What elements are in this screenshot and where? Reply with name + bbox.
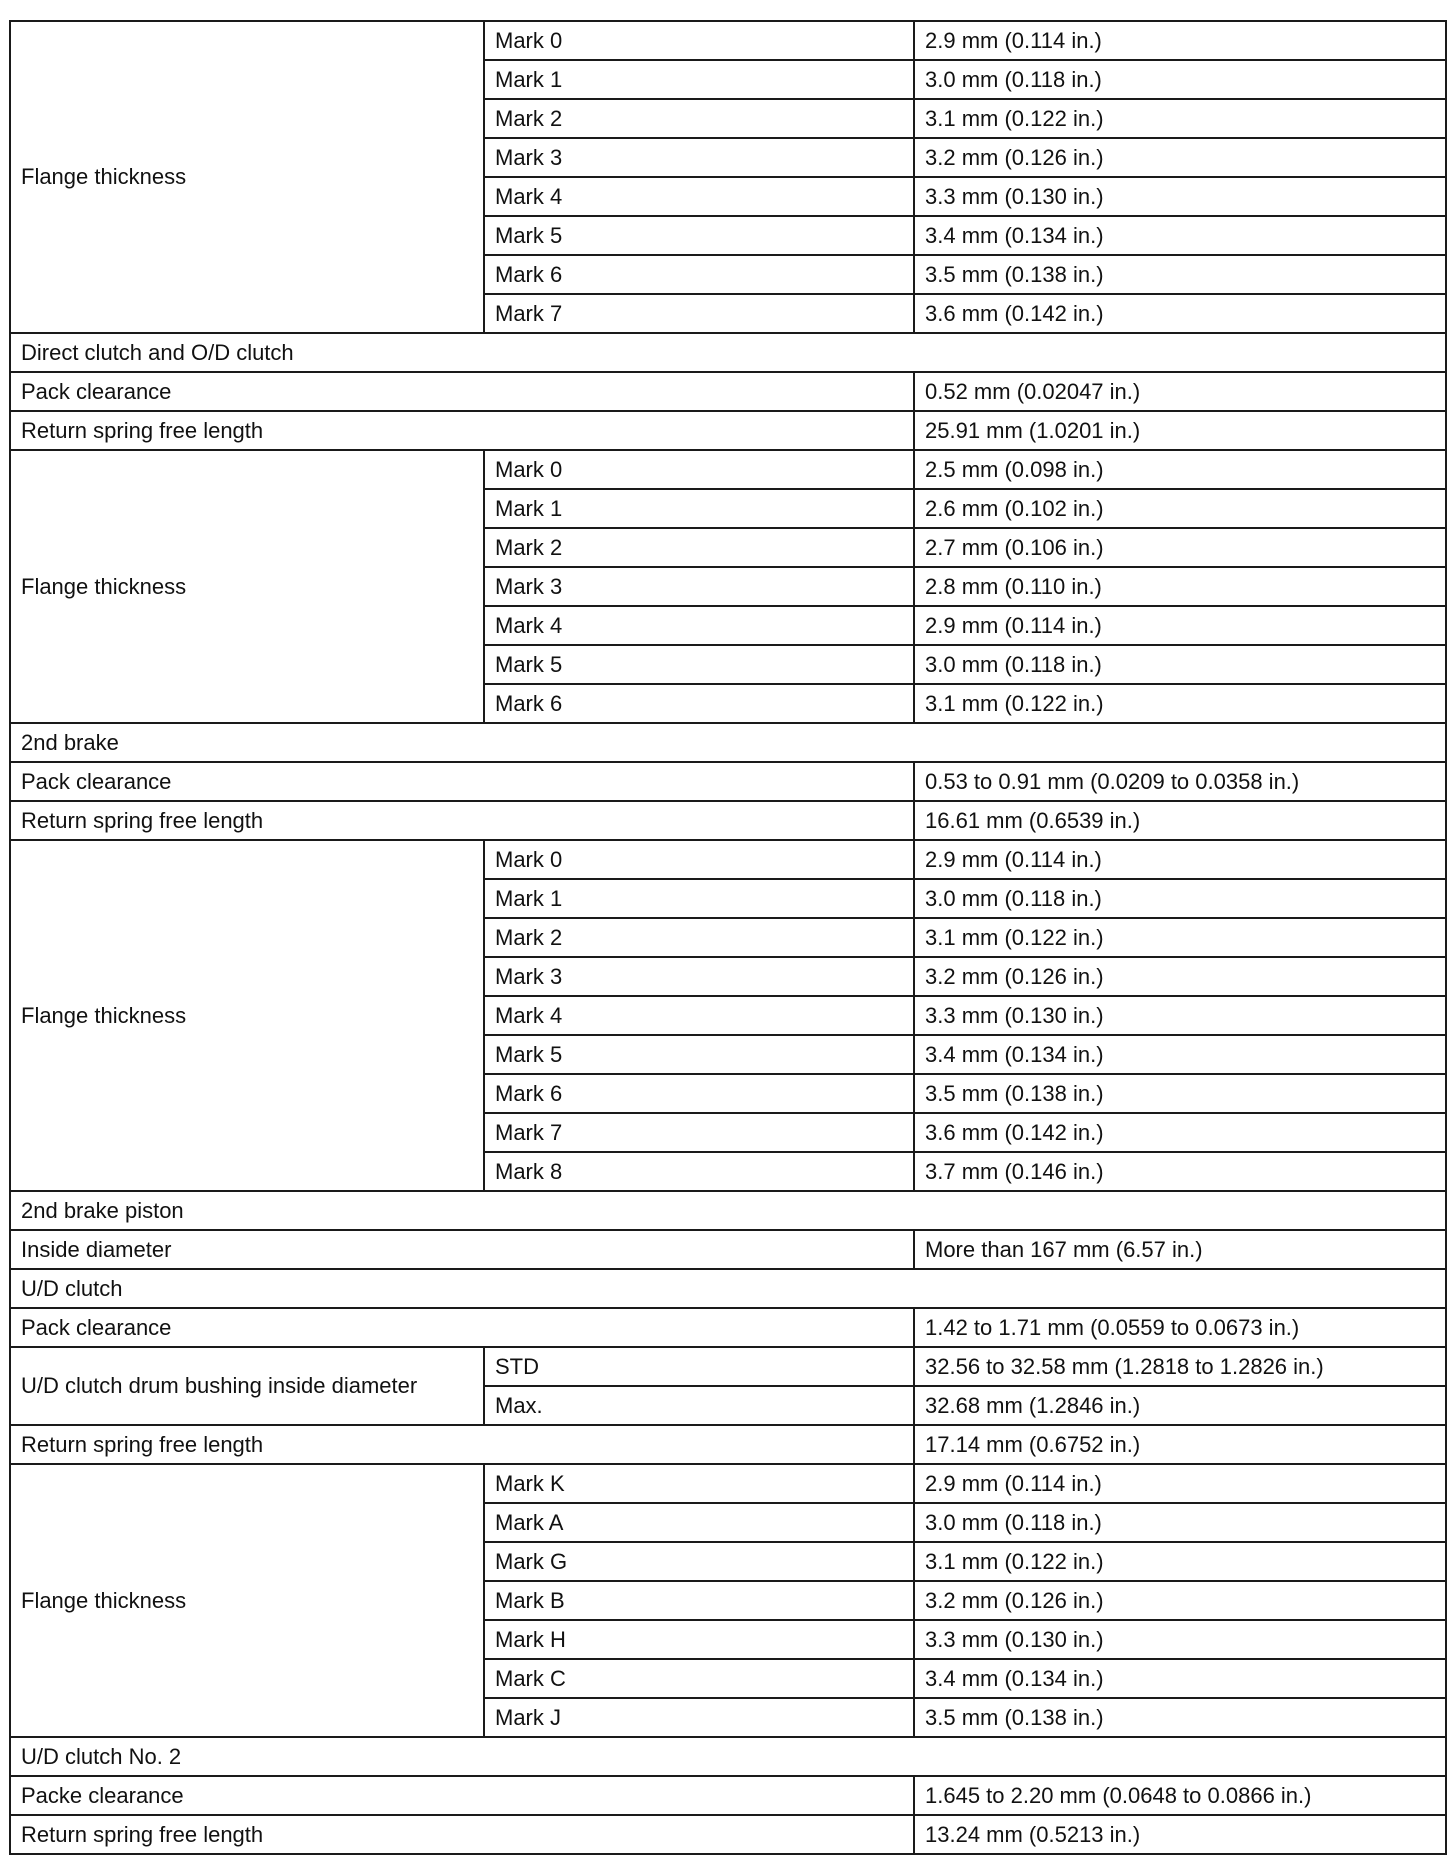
mark-value: 3.2 mm (0.126 in.): [914, 1581, 1446, 1620]
spec-value: 0.53 to 0.91 mm (0.0209 to 0.0358 in.): [914, 762, 1446, 801]
mark-row: [10, 450, 1446, 489]
mark-label: Mark 5: [484, 645, 914, 684]
section-header-row: [10, 723, 1446, 762]
mark-label: Mark 7: [484, 1113, 914, 1152]
spec-row: [10, 411, 1446, 450]
mark-value: 2.9 mm (0.114 in.): [914, 606, 1446, 645]
mark-value: 3.6 mm (0.142 in.): [914, 294, 1446, 333]
mark-label: Max.: [484, 1386, 914, 1425]
mark-label: Mark 1: [484, 60, 914, 99]
mark-value: 3.0 mm (0.118 in.): [914, 645, 1446, 684]
section-title: 2nd brake piston: [10, 1191, 1446, 1230]
mark-value: 2.9 mm (0.114 in.): [914, 1464, 1446, 1503]
mark-label: Mark 2: [484, 528, 914, 567]
mark-label: Mark 6: [484, 1074, 914, 1113]
spec-label: Inside diameter: [10, 1230, 914, 1269]
mark-label: Mark 7: [484, 294, 914, 333]
mark-value: 2.9 mm (0.114 in.): [914, 21, 1446, 60]
spec-label: Flange thickness: [10, 1464, 484, 1737]
spec-value: 16.61 mm (0.6539 in.): [914, 801, 1446, 840]
mark-label: Mark 6: [484, 684, 914, 723]
mark-value: 3.1 mm (0.122 in.): [914, 99, 1446, 138]
mark-label: Mark 0: [484, 450, 914, 489]
mark-label: Mark 3: [484, 138, 914, 177]
mark-label: Mark G: [484, 1542, 914, 1581]
section-header-row: [10, 1737, 1446, 1776]
specification-table: [9, 20, 1447, 1855]
spec-value: More than 167 mm (6.57 in.): [914, 1230, 1446, 1269]
section-title: U/D clutch: [10, 1269, 1446, 1308]
spec-label: Flange thickness: [10, 840, 484, 1191]
mark-label: Mark K: [484, 1464, 914, 1503]
section-header-row: [10, 1191, 1446, 1230]
mark-value: 3.1 mm (0.122 in.): [914, 918, 1446, 957]
spec-label: Packe clearance: [10, 1776, 914, 1815]
mark-label: Mark 5: [484, 1035, 914, 1074]
mark-value: 3.3 mm (0.130 in.): [914, 1620, 1446, 1659]
mark-value: 3.2 mm (0.126 in.): [914, 138, 1446, 177]
spec-label: Return spring free length: [10, 801, 914, 840]
spec-row: [10, 762, 1446, 801]
mark-value: 2.8 mm (0.110 in.): [914, 567, 1446, 606]
mark-value: 3.3 mm (0.130 in.): [914, 996, 1446, 1035]
mark-value: 3.1 mm (0.122 in.): [914, 1542, 1446, 1581]
spec-label: Return spring free length: [10, 411, 914, 450]
spec-row: [10, 1776, 1446, 1815]
mark-label: Mark 0: [484, 21, 914, 60]
mark-value: 3.0 mm (0.118 in.): [914, 1503, 1446, 1542]
mark-value: 3.3 mm (0.130 in.): [914, 177, 1446, 216]
mark-value: 3.4 mm (0.134 in.): [914, 1035, 1446, 1074]
mark-value: 3.5 mm (0.138 in.): [914, 1698, 1446, 1737]
section-title: U/D clutch No. 2: [10, 1737, 1446, 1776]
spec-value: 13.24 mm (0.5213 in.): [914, 1815, 1446, 1854]
spec-label: Pack clearance: [10, 372, 914, 411]
mark-value: 3.6 mm (0.142 in.): [914, 1113, 1446, 1152]
mark-value: 2.6 mm (0.102 in.): [914, 489, 1446, 528]
mark-row: [10, 21, 1446, 60]
spec-row: [10, 1815, 1446, 1854]
mark-label: Mark 5: [484, 216, 914, 255]
mark-value: 2.5 mm (0.098 in.): [914, 450, 1446, 489]
mark-value: 3.1 mm (0.122 in.): [914, 684, 1446, 723]
mark-value: 3.0 mm (0.118 in.): [914, 60, 1446, 99]
spec-label: Return spring free length: [10, 1815, 914, 1854]
mark-label: Mark 1: [484, 489, 914, 528]
section-header-row: [10, 333, 1446, 372]
mark-label: Mark J: [484, 1698, 914, 1737]
specification-table-body: [10, 21, 1446, 1854]
spec-value: 17.14 mm (0.6752 in.): [914, 1425, 1446, 1464]
section-header-row: [10, 1269, 1446, 1308]
mark-label: Mark 2: [484, 918, 914, 957]
spec-label: Return spring free length: [10, 1425, 914, 1464]
spec-label: U/D clutch drum bushing inside diameter: [10, 1347, 484, 1425]
mark-label: Mark 1: [484, 879, 914, 918]
spec-label: Pack clearance: [10, 762, 914, 801]
spec-row: [10, 1308, 1446, 1347]
spec-label: Flange thickness: [10, 21, 484, 333]
mark-label: Mark 4: [484, 996, 914, 1035]
mark-label: Mark 4: [484, 606, 914, 645]
mark-label: Mark 4: [484, 177, 914, 216]
mark-value: 3.5 mm (0.138 in.): [914, 255, 1446, 294]
section-title: 2nd brake: [10, 723, 1446, 762]
mark-value: 32.56 to 32.58 mm (1.2818 to 1.2826 in.): [914, 1347, 1446, 1386]
mark-value: 2.7 mm (0.106 in.): [914, 528, 1446, 567]
mark-label: Mark 0: [484, 840, 914, 879]
mark-value: 3.0 mm (0.118 in.): [914, 879, 1446, 918]
spec-row: [10, 1425, 1446, 1464]
spec-row: [10, 1230, 1446, 1269]
mark-label: Mark 3: [484, 957, 914, 996]
mark-row: [10, 840, 1446, 879]
spec-value: 1.42 to 1.71 mm (0.0559 to 0.0673 in.): [914, 1308, 1446, 1347]
mark-label: Mark C: [484, 1659, 914, 1698]
mark-row: [10, 1347, 1446, 1386]
mark-label: Mark 6: [484, 255, 914, 294]
mark-value: 3.7 mm (0.146 in.): [914, 1152, 1446, 1191]
spec-label: Pack clearance: [10, 1308, 914, 1347]
mark-row: [10, 1464, 1446, 1503]
spec-row: [10, 372, 1446, 411]
spec-value: 0.52 mm (0.02047 in.): [914, 372, 1446, 411]
spec-row: [10, 801, 1446, 840]
mark-label: STD: [484, 1347, 914, 1386]
spec-value: 1.645 to 2.20 mm (0.0648 to 0.0866 in.): [914, 1776, 1446, 1815]
mark-label: Mark B: [484, 1581, 914, 1620]
mark-value: 3.2 mm (0.126 in.): [914, 957, 1446, 996]
mark-value: 3.4 mm (0.134 in.): [914, 216, 1446, 255]
mark-label: Mark 3: [484, 567, 914, 606]
spec-label: Flange thickness: [10, 450, 484, 723]
spec-value: 25.91 mm (1.0201 in.): [914, 411, 1446, 450]
mark-value: 3.4 mm (0.134 in.): [914, 1659, 1446, 1698]
mark-value: 32.68 mm (1.2846 in.): [914, 1386, 1446, 1425]
section-title: Direct clutch and O/D clutch: [10, 333, 1446, 372]
mark-label: Mark H: [484, 1620, 914, 1659]
mark-label: Mark A: [484, 1503, 914, 1542]
mark-value: 2.9 mm (0.114 in.): [914, 840, 1446, 879]
mark-value: 3.5 mm (0.138 in.): [914, 1074, 1446, 1113]
mark-label: Mark 2: [484, 99, 914, 138]
mark-label: Mark 8: [484, 1152, 914, 1191]
